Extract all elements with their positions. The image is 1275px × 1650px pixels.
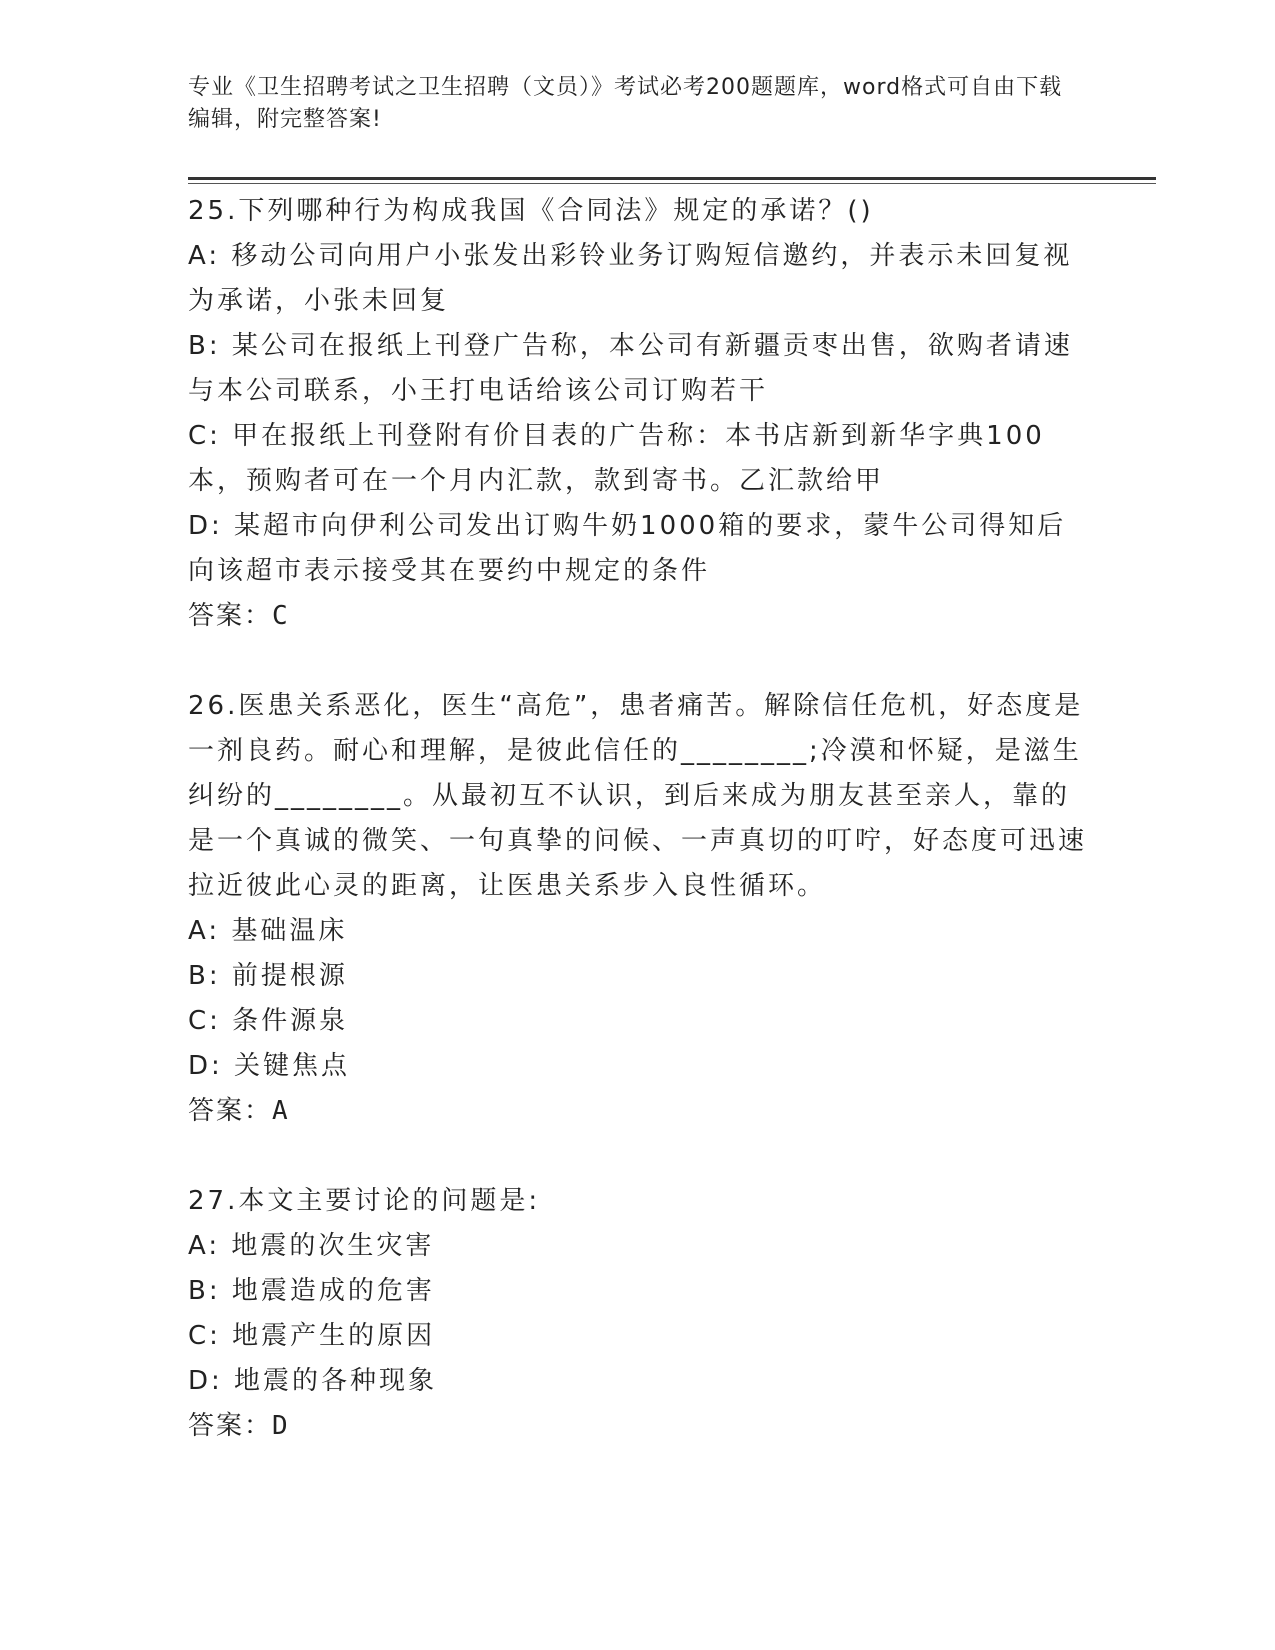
question-gap bbox=[188, 1134, 1088, 1179]
question-text: 27.本文主要讨论的问题是: bbox=[188, 1186, 541, 1216]
header-rule-thick bbox=[188, 177, 1156, 180]
question-26 bbox=[188, 684, 1088, 1134]
answer: 答案：D bbox=[188, 1411, 290, 1441]
option-b: B: 地震造成的危害 bbox=[188, 1276, 435, 1306]
option-b: B: 前提根源 bbox=[188, 961, 348, 991]
option-a: A: 地震的次生灾害 bbox=[188, 1231, 435, 1261]
option-d: D: 某超市向伊利公司发出订购牛奶1000箱的要求，蒙牛公司得知后向该超市表示接受其在要约中规定的条件 bbox=[188, 511, 1067, 586]
option-c: C: 条件源泉 bbox=[188, 1006, 349, 1036]
answer: 答案：C bbox=[188, 601, 290, 631]
option-c: C: 地震产生的原因 bbox=[188, 1321, 436, 1351]
question-text: 26.医患关系恶化，医生“高危”，患者痛苦。解除信任危机，好态度是一剂良药。耐心和理解，是彼此信任的________;冷漠和怀疑，是滋生纠纷的________。从最初互不认识，到后来成为朋友甚至亲人，靠的是一个真诚的微笑、一句真挚的问候、一声真切的叮咛，好态度可迅速拉近彼此心灵的距离，让医患关系步入良性循环。 bbox=[188, 691, 1088, 901]
header-rule-thin bbox=[188, 183, 1156, 184]
option-a: A: 移动公司向用户小张发出彩铃业务订购短信邀约，并表示未回复视为承诺，小张未回复 bbox=[188, 241, 1073, 316]
question-text: 25.下列哪种行为构成我国《合同法》规定的承诺？() bbox=[188, 196, 874, 226]
question-gap bbox=[188, 639, 1088, 684]
option-a: A: 基础温床 bbox=[188, 916, 348, 946]
option-d: D: 关键焦点 bbox=[188, 1051, 351, 1081]
question-25 bbox=[188, 189, 1088, 639]
answer: 答案：A bbox=[188, 1096, 290, 1126]
document-header: 专业《卫生招聘考试之卫生招聘（文员）》考试必考200题题库，word格式可自由下载编辑，附完整答案! bbox=[188, 75, 1063, 132]
option-d: D: 地震的各种现象 bbox=[188, 1366, 438, 1396]
option-c: C: 甲在报纸上刊登附有价目表的广告称：本书店新到新华字典100本，预购者可在一个月内汇款，款到寄书。乙汇款给甲 bbox=[188, 421, 1045, 496]
option-b: B: 某公司在报纸上刊登广告称，本公司有新疆贡枣出售，欲购者请速与本公司联系，小王打电话给该公司订购若干 bbox=[188, 331, 1073, 406]
question-list bbox=[188, 189, 1088, 1449]
question-27 bbox=[188, 1179, 1088, 1449]
